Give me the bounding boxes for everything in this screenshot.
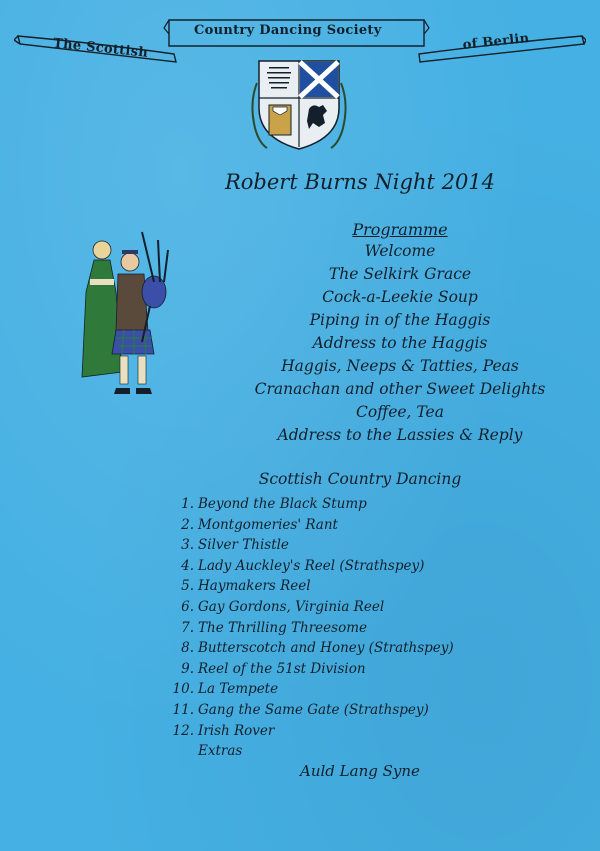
programme-item: Cranachan and other Sweet Delights bbox=[254, 380, 546, 398]
extras-label: Extras bbox=[198, 743, 243, 760]
banner-center-text: Country Dancing Society bbox=[194, 23, 382, 38]
dance-number: 1. bbox=[181, 496, 194, 512]
closing-song: Auld Lang Syne bbox=[300, 762, 420, 780]
dance-number: 6. bbox=[181, 598, 194, 615]
dance-number: 5. bbox=[181, 578, 194, 595]
dance-name: Gay Gordons, Virginia Reel bbox=[198, 598, 385, 615]
dance-name: The Thrilling Threesome bbox=[198, 619, 368, 636]
dance-list-item bbox=[162, 721, 562, 742]
dance-list-item bbox=[162, 679, 562, 700]
programme-item: Piping in of the Haggis bbox=[309, 311, 491, 329]
dance-name: Gang the Same Gate (Strathspey) bbox=[198, 701, 429, 718]
dance-number: 2. bbox=[181, 516, 194, 533]
dance-number: 8. bbox=[181, 640, 194, 657]
dance-number: 12. bbox=[172, 722, 194, 739]
dance-number: 10. bbox=[172, 681, 194, 698]
banner-left-text: The Scottish bbox=[52, 36, 149, 61]
banner-right-text: of Berlin bbox=[462, 31, 531, 53]
crest-graphic bbox=[247, 53, 351, 153]
dance-name: Butterscotch and Honey (Strathspey) bbox=[198, 640, 454, 657]
dance-name: Beyond the Black Stump bbox=[198, 496, 367, 512]
dance-number: 9. bbox=[181, 660, 194, 677]
programme-item: Haggis, Neeps & Tatties, Peas bbox=[281, 357, 519, 375]
dance-list-item bbox=[162, 597, 562, 618]
dance-name: La Tempete bbox=[198, 681, 279, 698]
programme-item: Cock-a-Leekie Soup bbox=[322, 288, 478, 306]
society-crest bbox=[247, 53, 351, 153]
programme-item: The Selkirk Grace bbox=[328, 265, 472, 283]
dance-list-item bbox=[162, 700, 562, 721]
dance-list-item bbox=[162, 659, 562, 680]
programme-section bbox=[200, 220, 600, 447]
piper-illustration-graphic bbox=[72, 222, 182, 410]
programme-heading: Programme bbox=[352, 220, 448, 239]
programme-item: Coffee, Tea bbox=[356, 403, 444, 421]
programme-item: Address to the Haggis bbox=[312, 334, 488, 352]
dance-list bbox=[162, 494, 562, 762]
dance-number: 3. bbox=[181, 537, 194, 554]
event-title: Robert Burns Night 2014 bbox=[224, 170, 496, 194]
dance-name: Haymakers Reel bbox=[198, 578, 311, 595]
dance-name: Montgomeries' Rant bbox=[198, 516, 338, 533]
programme-item: Welcome bbox=[364, 242, 436, 260]
programme-item: Address to the Lassies & Reply bbox=[277, 426, 523, 444]
dance-number: 11. bbox=[172, 701, 194, 718]
dance-list-item bbox=[162, 638, 562, 659]
dance-list-item bbox=[162, 535, 562, 556]
dance-list-item bbox=[162, 494, 562, 515]
dance-name: Lady Auckley's Reel (Strathspey) bbox=[198, 557, 425, 574]
dance-list-item bbox=[162, 618, 562, 639]
dance-number: 4. bbox=[181, 557, 194, 574]
dance-name: Silver Thistle bbox=[198, 537, 289, 554]
dance-list-item bbox=[162, 576, 562, 597]
dance-name: Reel of the 51st Division bbox=[198, 660, 366, 677]
dance-list-item bbox=[162, 556, 562, 577]
dance-name: Irish Rover bbox=[198, 722, 275, 739]
piper-and-lady-illustration bbox=[72, 222, 182, 410]
dancing-heading: Scottish Country Dancing bbox=[258, 470, 462, 488]
dance-list-item bbox=[162, 515, 562, 536]
dance-number: 7. bbox=[181, 619, 194, 636]
